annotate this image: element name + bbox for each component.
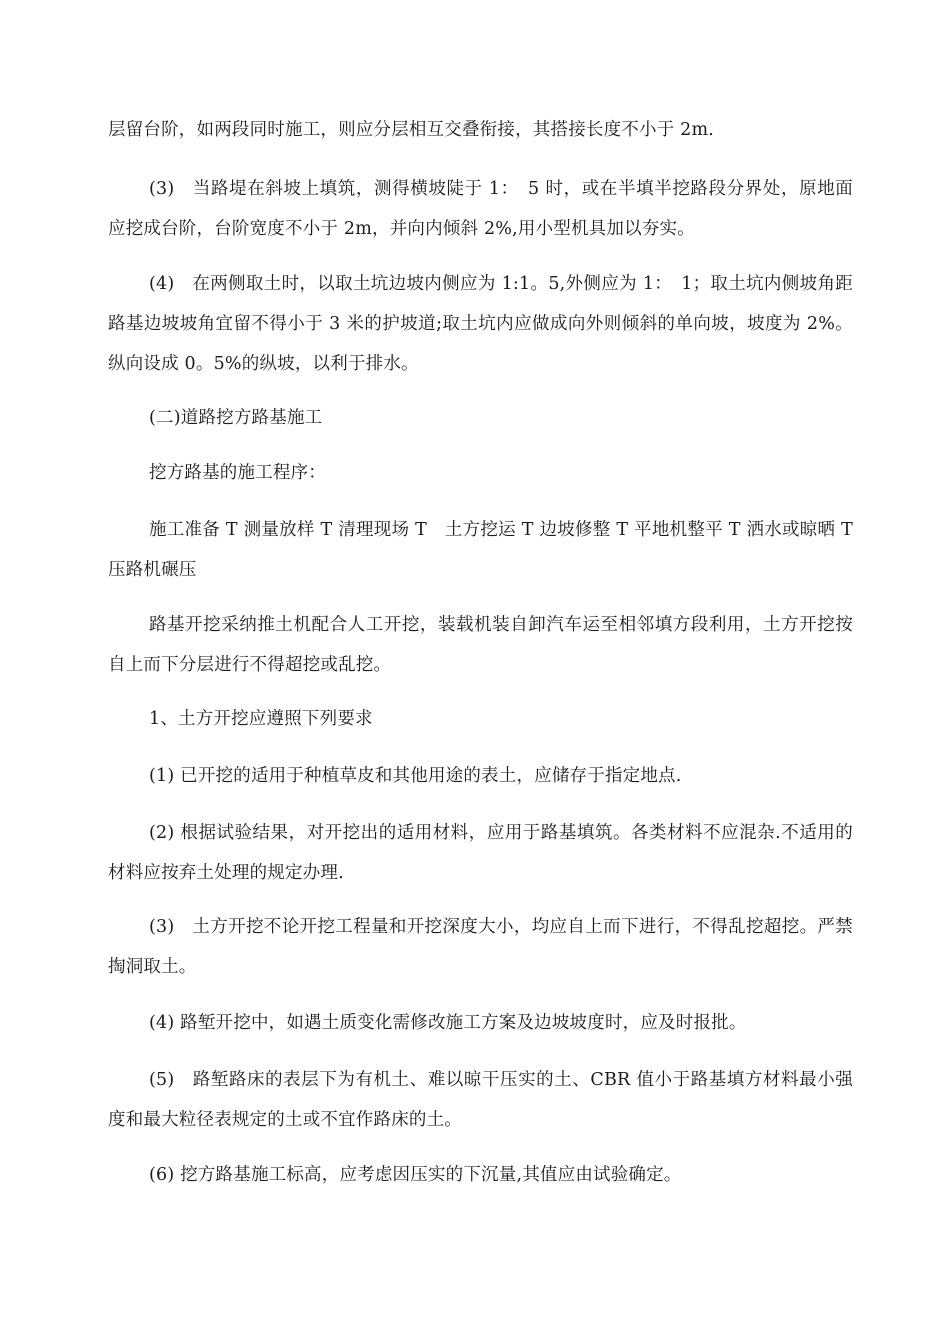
section-heading-excavation: (二)道路挖方路基施工	[149, 408, 323, 428]
requirement-item-4: (4) 路堑开挖中，如遇土质变化需修改施工方案及边坡坡度时，应及时报批。	[149, 1013, 747, 1033]
requirement-item-3: (3) 土方开挖不论开挖工程量和开挖深度大小，均应自上而下进行，不得乱挖超挖。严禁掏洞取土。	[108, 917, 853, 977]
requirement-item-2: (2) 根据试验结果，对开挖出的适用材料，应用于路基填筑。各类材料不应混杂.不适用的材料应按弃土处理的规定办理.	[108, 823, 853, 883]
paragraph-item-3-slope-fill: (3) 当路堤在斜坡上填筑，测得横坡陡于 1： 5 时，或在半填半挖路段分界处，原地面应挖成台阶，台阶宽度不小于 2m，并向内倾斜 2%,用小型机具加以夯实。	[108, 179, 853, 239]
paragraph-excavation-method: 路基开挖采纳推土机配合人工开挖，装载机装自卸汽车运至相邻填方段利用，土方开挖按自上而下分层进行不得超挖或乱挖。	[108, 615, 853, 675]
paragraph-item-4-borrow-pit: (4) 在两侧取土时，以取土坑边坡内侧应为 1:1。5,外侧应为 1： 1；取土坑内侧坡角距路基边坡坡角宜留不得小于 3 米的护坡道;取土坑内应做成向外则倾斜的单向坡，坡度为 2%。纵向设成 0。5%的纵坡，以利于排水。	[108, 274, 853, 374]
subheading-excavation-requirements: 1、土方开挖应遵照下列要求	[149, 709, 373, 729]
requirement-item-6: (6) 挖方路基施工标高，应考虑因压实的下沉量,其值应由试验确定。	[149, 1165, 682, 1185]
paragraph-procedure-steps: 施工准备 T 测量放样 T 清理现场 T 土方挖运 T 边坡修整 T 平地机整平 T 洒水或晾晒 T 压路机碾压	[108, 520, 853, 580]
requirement-item-5: (5) 路堑路床的表层下为有机土、难以晾干压实的土、CBR 值小于路基填方材料最小强度和最大粒径表规定的土或不宜作路床的土。	[108, 1070, 853, 1130]
paragraph-step-continuation: 层留台阶，如两段同时施工，则应分层相互交叠衔接，其搭接长度不小于 2m.	[108, 120, 715, 140]
requirement-item-1: (1) 已开挖的适用于种植草皮和其他用途的表土，应储存于指定地点.	[149, 766, 682, 786]
paragraph-procedure-label: 挖方路基的施工程序：	[149, 463, 326, 483]
